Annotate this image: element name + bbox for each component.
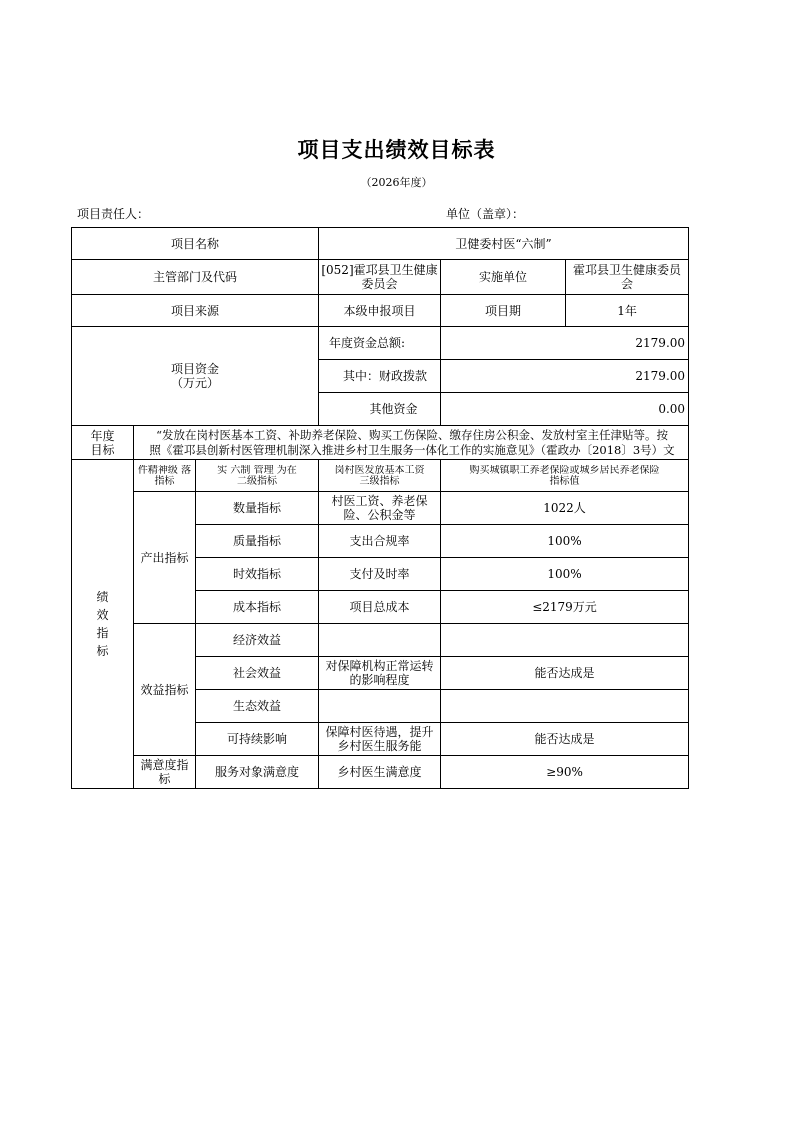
annual-goal-label [72, 426, 134, 460]
indicator-row-3-lvl2: 时效指标 [196, 558, 319, 591]
fiscal-allocation-value: 2179.00 [441, 360, 689, 393]
indicator-row-1-lvl2: 数量指标 [196, 492, 319, 525]
annual-goal-label-line2: 目标 [90, 442, 115, 457]
header-level2-label: 二级指标 [237, 475, 277, 487]
header-level1-overlay: 件精神级 落 [137, 464, 192, 476]
header-level3-overlay: 岗村医发放基本工资 [334, 464, 425, 476]
implementing-unit-value: 霍邛县卫生健康委员会 [566, 260, 689, 295]
project-name-label: 项目名称 [72, 228, 319, 260]
page-title: 项目支出绩效目标表 [297, 138, 496, 162]
annual-goal-label-line1: 年度 [90, 428, 115, 443]
project-source-value: 本级申报项目 [319, 295, 441, 327]
satisfaction-indicators-group: 满意度指标 [134, 756, 196, 789]
project-name-value: 卫健委村医“六制” [319, 228, 689, 260]
indicator-row-1-lvl3: 村医工资、养老保险、公积金等 [319, 492, 441, 525]
project-funds-label [72, 327, 319, 426]
side-char-3: 指 [96, 626, 109, 640]
indicator-row-2-value: 100% [441, 525, 689, 558]
output-indicators-group: 产出指标 [134, 492, 196, 624]
side-char-4: 标 [96, 644, 109, 658]
indicator-row-4-lvl3: 项目总成本 [319, 591, 441, 624]
annual-goal-text [134, 426, 689, 460]
header-level2 [196, 460, 319, 492]
indicator-row-9-lvl2: 服务对象满意度 [196, 756, 319, 789]
header-level2-overlay: 实 六制 管理 为在 [217, 464, 297, 476]
indicator-row-7-lvl3 [319, 690, 441, 723]
performance-indicators-label [72, 460, 134, 789]
project-funds-label-line1: 项目资金 [170, 362, 219, 376]
indicator-row-2-lvl2: 质量指标 [196, 525, 319, 558]
header-level1 [134, 460, 196, 492]
indicator-row-9-value: ≥90% [441, 756, 689, 789]
indicator-row-1-value: 1022人 [441, 492, 689, 525]
project-period-label: 项目期 [441, 295, 566, 327]
indicator-row-4-value: ≤2179万元 [441, 591, 689, 624]
header-value-overlay: 购买城镇职工养老保险或城乡居民养老保险 [469, 464, 660, 476]
indicator-row-8-value: 能否达成是 [441, 723, 689, 756]
fiscal-allocation-label: 其中：财政拨款 [319, 360, 441, 393]
effect-indicators-group: 效益指标 [134, 624, 196, 756]
indicator-row-6-lvl2: 社会效益 [196, 657, 319, 690]
indicator-row-7-lvl2: 生态效益 [196, 690, 319, 723]
indicator-row-9-lvl3: 乡村医生满意度 [319, 756, 441, 789]
indicator-row-8-lvl2: 可持续影响 [196, 723, 319, 756]
annual-total-label: 年度资金总额: [319, 327, 441, 360]
header-level1-label: 指标 [154, 475, 175, 487]
indicator-row-8-lvl3: 保障村医待遇，提升乡村医生服务能 [319, 723, 441, 756]
indicator-row-4-lvl2: 成本指标 [196, 591, 319, 624]
header-level3 [319, 460, 441, 492]
department-label: 主管部门及代码 [72, 260, 319, 295]
unit-seal-label: 单位（盖章）： [446, 207, 525, 221]
indicator-row-5-lvl3 [319, 624, 441, 657]
indicator-row-6-value: 能否达成是 [441, 657, 689, 690]
indicator-row-3-lvl3: 支付及时率 [319, 558, 441, 591]
header-value [441, 460, 689, 492]
other-funds-value: 0.00 [441, 393, 689, 426]
indicator-row-5-value [441, 624, 689, 657]
annual-total-value: 2179.00 [441, 327, 689, 360]
other-funds-label: 其他资金 [319, 393, 441, 426]
side-char-1: 绩 [96, 590, 109, 604]
header-value-label: 指标值 [549, 475, 580, 487]
project-funds-label-line2: （万元） [170, 376, 219, 390]
indicator-row-6-lvl3: 对保障机构正常运转的影响程度 [319, 657, 441, 690]
performance-target-table [71, 227, 689, 789]
indicator-row-5-lvl2: 经济效益 [196, 624, 319, 657]
indicator-row-2-lvl3: 支出合规率 [319, 525, 441, 558]
indicator-row-7-value [441, 690, 689, 723]
header-level3-label: 三级指标 [359, 475, 400, 487]
implementing-unit-label: 实施单位 [441, 260, 566, 295]
project-period-value: 1年 [566, 295, 689, 327]
side-char-2: 效 [96, 608, 109, 622]
responsible-person-label: 项目责任人： [77, 207, 150, 221]
fiscal-year: （2026年度） [360, 176, 433, 189]
department-value: [052]霍邛县卫生健康委员会 [319, 260, 441, 295]
indicator-row-3-value: 100% [441, 558, 689, 591]
annual-goal-text-line2: 照《霍邛县创新村医管理机制深入推进乡村卫生服务一体化工作的实施意见》（霍政办〔2018〕3号）文 [149, 442, 675, 457]
annual-goal-text-line1: “发放在岗村医基本工资、补助养老保险、购买工伤保险、缴存住房公积金、发放村室主任津贴等。按 [156, 427, 668, 442]
project-source-label: 项目来源 [72, 295, 319, 327]
